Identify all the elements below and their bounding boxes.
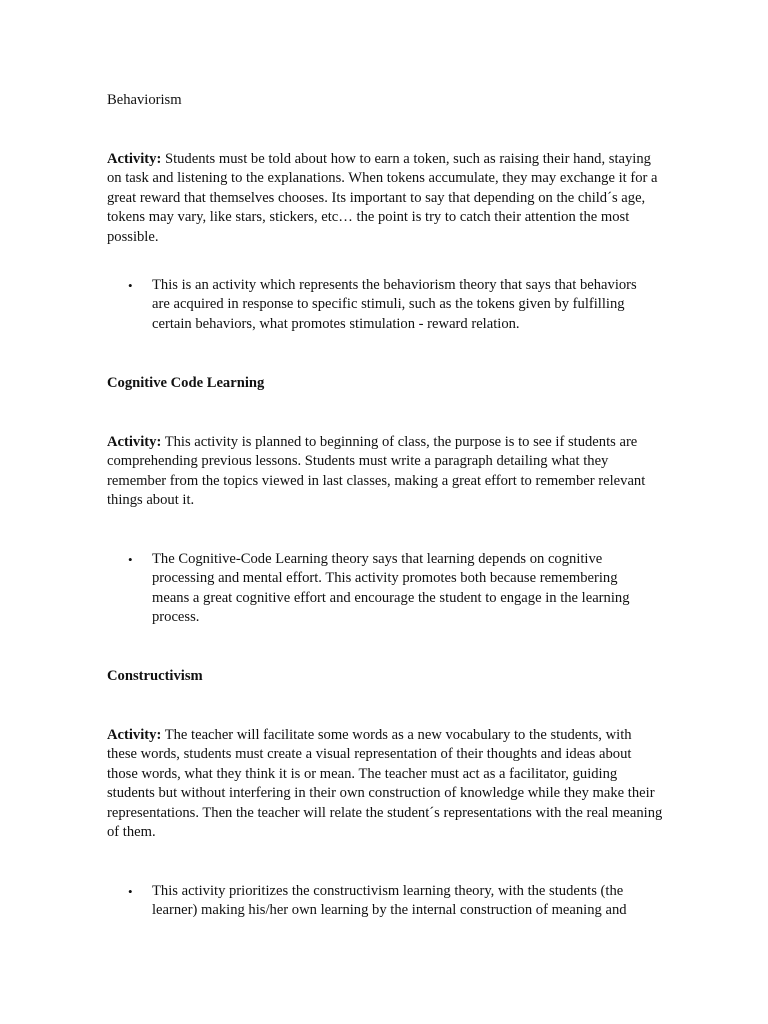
bullet-icon: • xyxy=(128,884,133,899)
activity-text: The teacher will facilitate some words as a new vocabulary to the students, with these words, students must create a visual representation of their thoughts and ideas about those words, what they think it is or mean. The teacher must act as a facilitator, guiding students but without interfering in their own construction of knowledge while they make their representations. Then the teacher will relate the student´s representations with the real meaning of them. xyxy=(107,727,663,841)
bullet-text: This activity prioritizes the constructivism learning theory, with the students (the learner) making his/her own learning by the internal construction of meaning and xyxy=(152,883,627,919)
bullet-icon: • xyxy=(128,552,133,567)
section-heading-constructivism: Constructivism xyxy=(107,668,203,684)
bullet-icon: • xyxy=(128,278,133,293)
bullet-item-constructivism xyxy=(128,882,658,921)
bullet-text: The Cognitive-Code Learning theory says that learning depends on cognitive processing and mental effort. This activity promotes both because remembering means a great cognitive effort and encourage the student to engage in the learning process. xyxy=(152,551,630,626)
activity-label: Activity: xyxy=(107,151,162,167)
bullet-item-cognitive-code-learning xyxy=(128,550,658,628)
activity-paragraph-constructivism xyxy=(107,726,663,842)
activity-text: This activity is planned to beginning of class, the purpose is to see if students are comprehending previous lessons. Students must write a paragraph detailing what they remember from the topics viewed in last classes, making a great effort to remember relevant things about it. xyxy=(107,434,646,509)
activity-paragraph-cognitive-code-learning xyxy=(107,433,663,511)
activity-paragraph-behaviorism xyxy=(107,150,663,247)
activity-label: Activity: xyxy=(107,727,162,743)
activity-label: Activity: xyxy=(107,434,162,450)
section-heading-cognitive-code-learning: Cognitive Code Learning xyxy=(107,375,265,391)
bullet-item-behaviorism xyxy=(128,276,658,334)
activity-text: Students must be told about how to earn a token, such as raising their hand, staying on task and listening to the explanations. When tokens accumulate, they may exchange it for a great reward that themselves chooses. Its important to say that depending on the child´s age, tokens may vary, like stars, stickers, etc… the point is try to catch their attention the most possible. xyxy=(107,151,658,245)
section-heading-behaviorism: Behaviorism xyxy=(107,92,182,108)
bullet-text: This is an activity which represents the behaviorism theory that says that behaviors are acquired in response to specific stimuli, such as the tokens given by fulfilling certain behaviors, what promotes stimulation - reward relation. xyxy=(152,277,637,332)
